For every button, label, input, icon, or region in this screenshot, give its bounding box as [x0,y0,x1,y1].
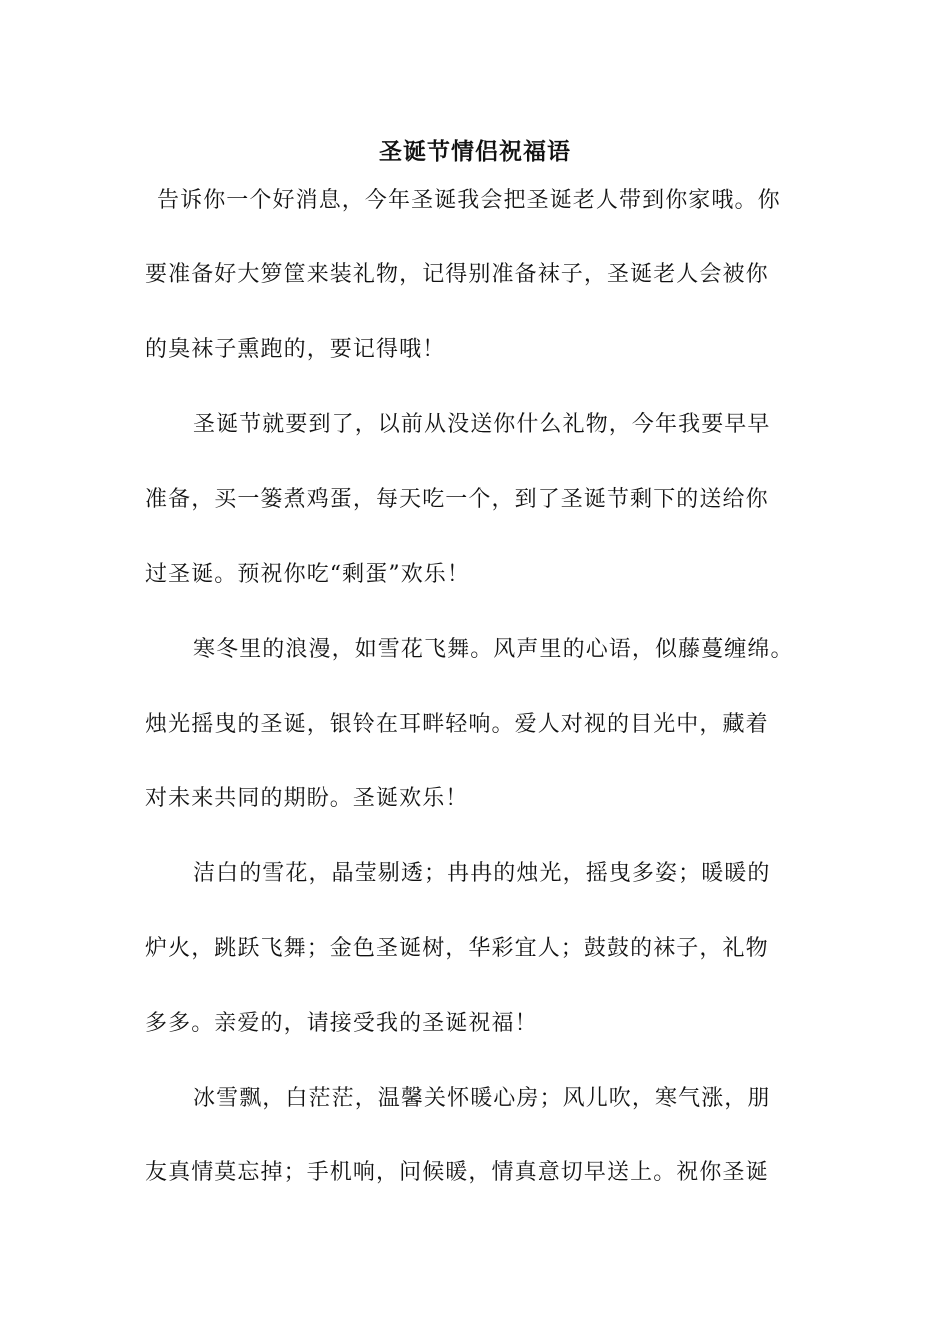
paragraph-line: 友真情莫忘掉；手机响，问候暖，情真意切早送上。祝你圣诞 [145,1160,769,1185]
paragraph-line: 炉火，跳跃飞舞；金色圣诞树，华彩宜人；鼓鼓的袜子，礼物 [145,936,769,961]
paragraph-line: 过圣诞。预祝你吃“剩蛋”欢乐！ [145,562,470,587]
paragraph-line: 烛光摇曳的圣诞，银铃在耳畔轻响。爱人对视的目光中，藏着 [145,712,769,737]
paragraph-line: 冰雪飘，白茫茫，温馨关怀暖心房；风儿吹，寒气涨，朋 [193,1086,771,1111]
paragraph-line: 告诉你一个好消息，今年圣诞我会把圣诞老人带到你家哦。你 [157,188,781,213]
paragraph-line: 对未来共同的期盼。圣诞欢乐！ [145,786,469,811]
paragraph-line: 准备，买一篓煮鸡蛋，每天吃一个，到了圣诞节剩下的送给你 [145,487,769,512]
paragraph-line: 圣诞节就要到了，以前从没送你什么礼物，今年我要早早 [193,412,771,437]
paragraph-line: 洁白的雪花，晶莹剔透；冉冉的烛光，摇曳多姿；暖暖的 [193,861,771,886]
paragraph-line: 多多。亲爱的，请接受我的圣诞祝福！ [145,1011,538,1036]
paragraph-line: 寒冬里的浪漫，如雪花飞舞。风声里的心语，似藤蔓缠绵。 [193,637,794,662]
paragraph-line: 的臭袜子熏跑的，要记得哦！ [145,337,446,362]
document-title: 圣诞节情侣祝福语 [379,138,571,165]
paragraph-line: 要准备好大箩筐来装礼物，记得别准备袜子，圣诞老人会被你 [145,262,769,287]
